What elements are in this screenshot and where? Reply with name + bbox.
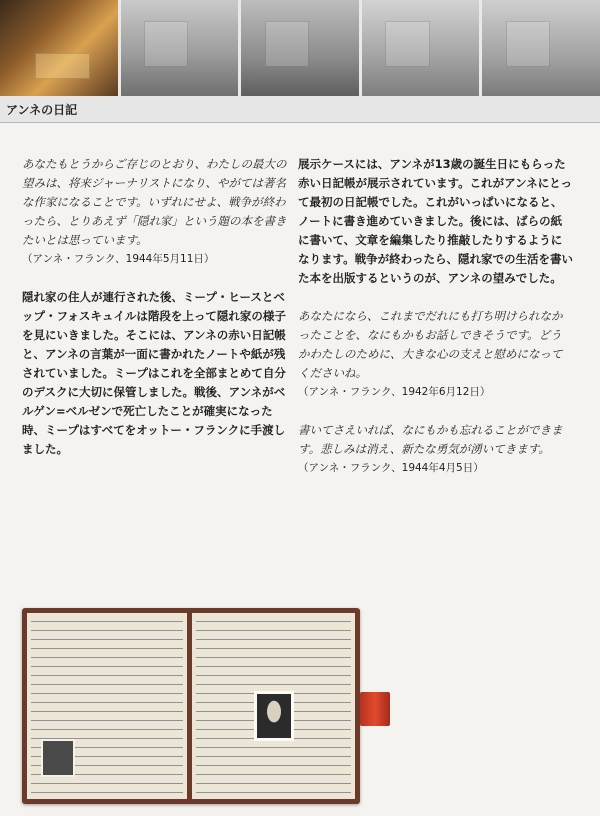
quote-citation: （アンネ・フランク、1942年6月12日） xyxy=(298,386,491,398)
left-column xyxy=(22,155,294,478)
diary-quote: あなたになら、これまでだれにも打ち明けられなかったことを、なにもかもお話しできそうです。どうかわたしのために、大きな心の支えと慰めになってくださいね。 xyxy=(298,309,563,380)
exhibit-photo-room xyxy=(482,0,600,96)
body-paragraph: 隠れ家の住人が連行された後、ミープ・ヒースとベップ・フォスキュイルは階段を上って隠れ家の様子を見にいきました。そこには、アンネの赤い日記帳と、アンネの言葉が一面に書かれたノートや紙が残されていました。ミープはこれを全部まとめて自分のデスクに大切に保管しました。戦後、アンネがベルゲン=ベルゼンで死亡したことが確実になった時、ミープはすべてをオットー・フランクに手渡しました。 xyxy=(22,290,286,456)
right-column xyxy=(298,155,573,497)
diary-clasp xyxy=(360,692,390,726)
body-paragraph: 展示ケースには、アンネが13歳の誕生日にもらった赤い日記帳が展示されています。これがアンネにとって最初の日記帳でした。これがいっぱいになると、ノートに書き進めていきました。後には、ばらの紙に書いて、文章を編集したり推敲したりするようになります。戦争が終わったら、隠れ家での生活を書いた本を出版するというのが、アンネの望みでした。 xyxy=(298,157,573,285)
diary-quote: 書いてさえいれば、なにもかも忘れることができます。悲しみは消え、新たな勇気が湧いてきます。 xyxy=(298,423,563,456)
quote-citation: （アンネ・フランク、1944年4月5日） xyxy=(298,462,484,474)
exhibit-photo-room xyxy=(121,0,239,96)
exhibit-photo-reading xyxy=(0,0,118,96)
section-header xyxy=(0,96,600,123)
diary-page-right xyxy=(192,613,355,799)
quote-block xyxy=(298,307,573,402)
exhibit-photo-room xyxy=(362,0,480,96)
diary-photo xyxy=(22,608,360,804)
quote-citation: （アンネ・フランク、1944年5月11日） xyxy=(22,253,215,265)
section-title: アンネの日記 xyxy=(6,103,78,117)
portrait-photo xyxy=(254,691,294,741)
photo-snapshot xyxy=(41,739,75,777)
quote-block xyxy=(298,421,573,478)
diary-quote: あなたもとうからご存じのとおり、わたしの最大の望みは、将来ジャーナリストになり、やがては著名な作家になることです。いずれにせよ、戦争が終わったら、とりあえず「隠れ家」という題の本を書きたいとは思っています。 xyxy=(22,157,287,247)
exhibit-photo-room xyxy=(241,0,359,96)
quote-block xyxy=(22,155,294,269)
photo-strip xyxy=(0,0,600,96)
diary-page-left xyxy=(27,613,187,799)
